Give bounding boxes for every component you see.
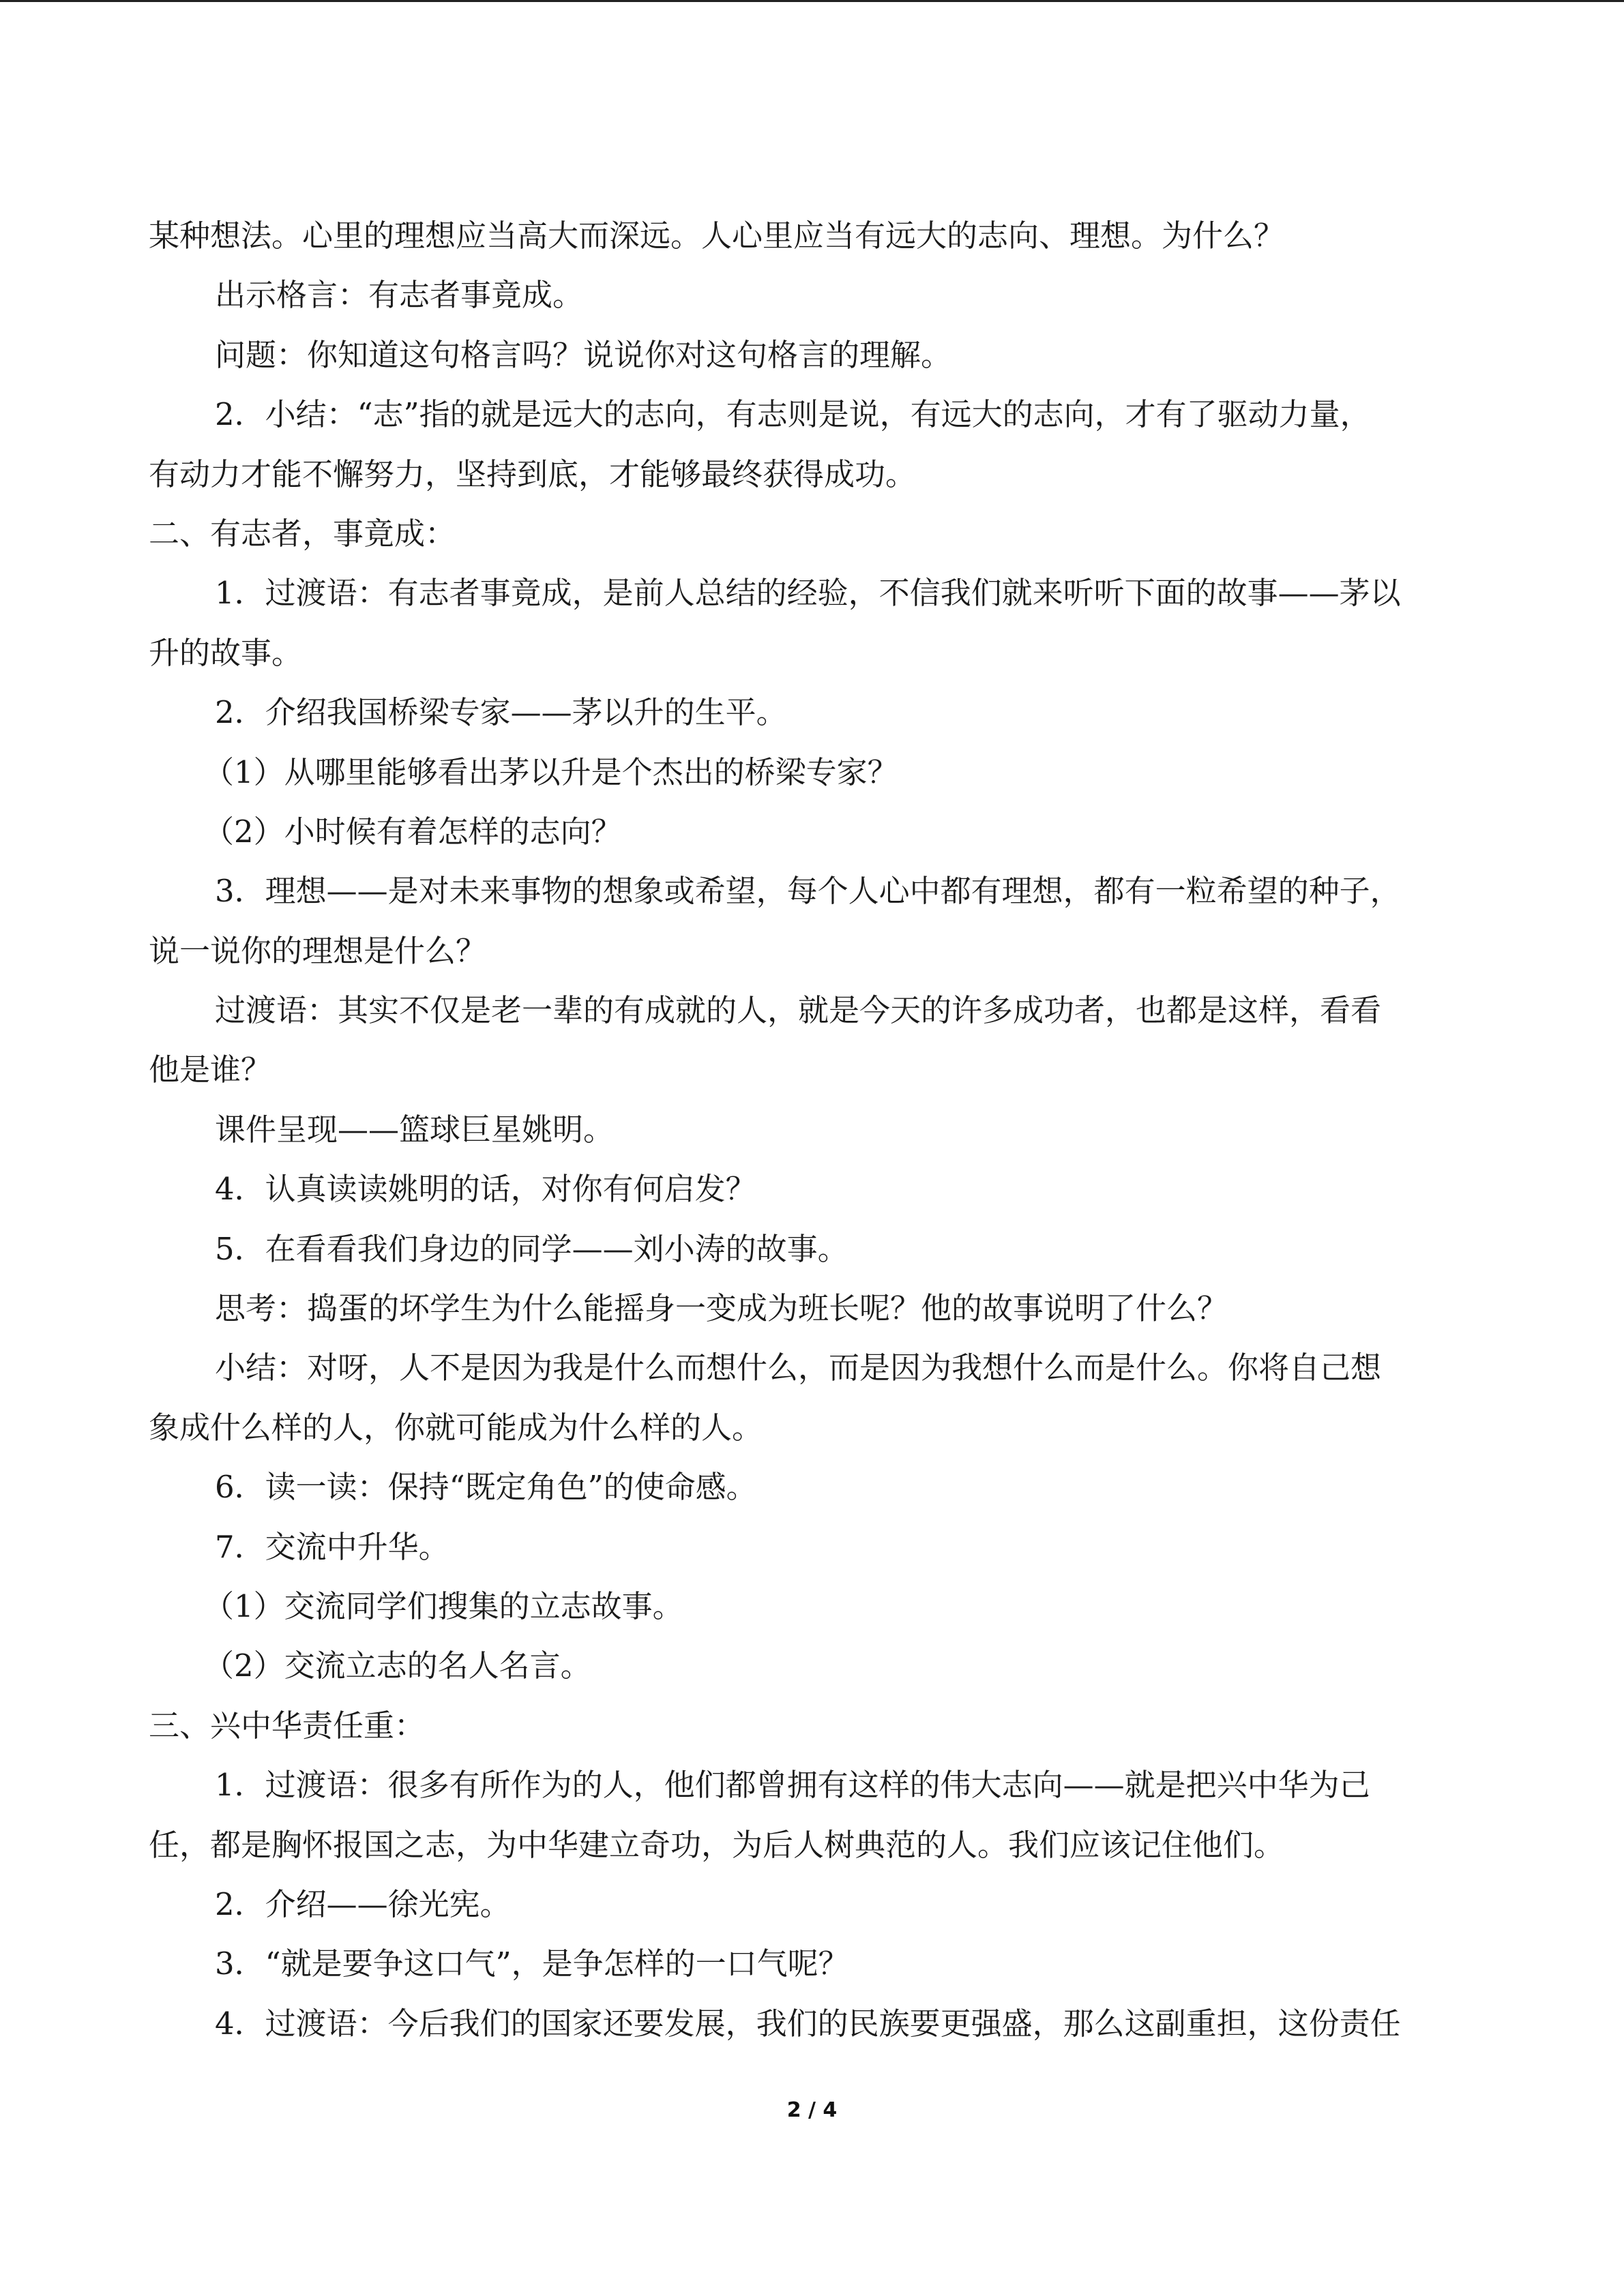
page-number: 2 / 4 xyxy=(786,2098,838,2122)
sub-item-line: （1）从哪里能够看出茅以升是个杰出的桥梁专家？ xyxy=(203,754,898,790)
paragraph-line: 说一说你的理想是什么？ xyxy=(149,932,487,969)
paragraph-line: 思考：捣蛋的坏学生为什么能摇身一变成为班长呢？他的故事说明了什么？ xyxy=(215,1290,1228,1327)
top-border-line xyxy=(0,0,1624,2)
paragraph-line: 有动力才能不懈努力，坚持到底，才能够最终获得成功。 xyxy=(149,456,917,492)
paragraph-line: 2．小结：“志”指的就是远大的志向，有志则是说，有远大的志向，才有了驱动力量， xyxy=(215,396,1371,433)
paragraph-line: 3．“就是要争这口气”，是争怎样的一口气呢？ xyxy=(215,1945,849,1982)
paragraph-line: 小结：对呀，人不是因为我是什么而想什么，而是因为我想什么而是什么。你将自己想 xyxy=(215,1350,1382,1386)
paragraph-line: 4．过渡语：今后我们的国家还要发展，我们的民族要更强盛，那么这副重担，这份责任 xyxy=(215,2005,1401,2042)
paragraph-line: 问题：你知道这句格言吗？说说你对这句格言的理解。 xyxy=(215,336,952,373)
paragraph-line: 7．交流中升华。 xyxy=(215,1528,449,1565)
paragraph-line: 6．读一读：保持“既定角色”的使命感。 xyxy=(215,1469,757,1506)
paragraph-line: 过渡语：其实不仅是老一辈的有成就的人，就是今天的许多成功者，也都是这样，看看 xyxy=(215,992,1382,1029)
sub-item-line: （2）小时候有着怎样的志向？ xyxy=(203,813,622,850)
paragraph-line: 他是谁？ xyxy=(149,1052,272,1088)
paragraph-line: 升的故事。 xyxy=(149,634,303,671)
sub-item-line: （2）交流立志的名人名言。 xyxy=(203,1648,591,1684)
paragraph-line: 课件呈现——篮球巨星姚明。 xyxy=(215,1111,615,1148)
paragraph-line: 象成什么样的人，你就可能成为什么样的人。 xyxy=(149,1409,763,1446)
paragraph-line: 出示格言：有志者事竟成。 xyxy=(215,277,584,314)
paragraph-line: 3．理想——是对未来事物的想象或希望，每个人心中都有理想，都有一粒希望的种子， xyxy=(215,873,1401,910)
paragraph-line: 1．过渡语：有志者事竟成，是前人总结的经验，不信我们就来听听下面的故事——茅以 xyxy=(215,575,1401,612)
paragraph-line: 某种想法。心里的理想应当高大而深远。人心里应当有远大的志向、理想。为什么？ xyxy=(149,218,1285,254)
document-body xyxy=(149,206,1479,2053)
sub-item-line: （1）交流同学们搜集的立志故事。 xyxy=(203,1587,683,1624)
paragraph-line: 2．介绍——徐光宪。 xyxy=(215,1885,511,1922)
paragraph-line: 4．认真读读姚明的话，对你有何启发？ xyxy=(215,1171,756,1208)
paragraph-line: 1．过渡语：很多有所作为的人，他们都曾拥有这样的伟大志向——就是把兴中华为己 xyxy=(215,1767,1370,1804)
paragraph-line: 2．介绍我国桥梁专家——茅以升的生平。 xyxy=(215,694,787,731)
paragraph-line: 5．在看看我们身边的同学——刘小涛的故事。 xyxy=(215,1230,848,1267)
section-heading: 二、有志者，事竟成： xyxy=(149,515,456,552)
section-heading: 三、兴中华责任重： xyxy=(149,1707,426,1744)
paragraph-line: 任，都是胸怀报国之志，为中华建立奇功，为后人树典范的人。我们应该记住他们。 xyxy=(149,1826,1285,1863)
